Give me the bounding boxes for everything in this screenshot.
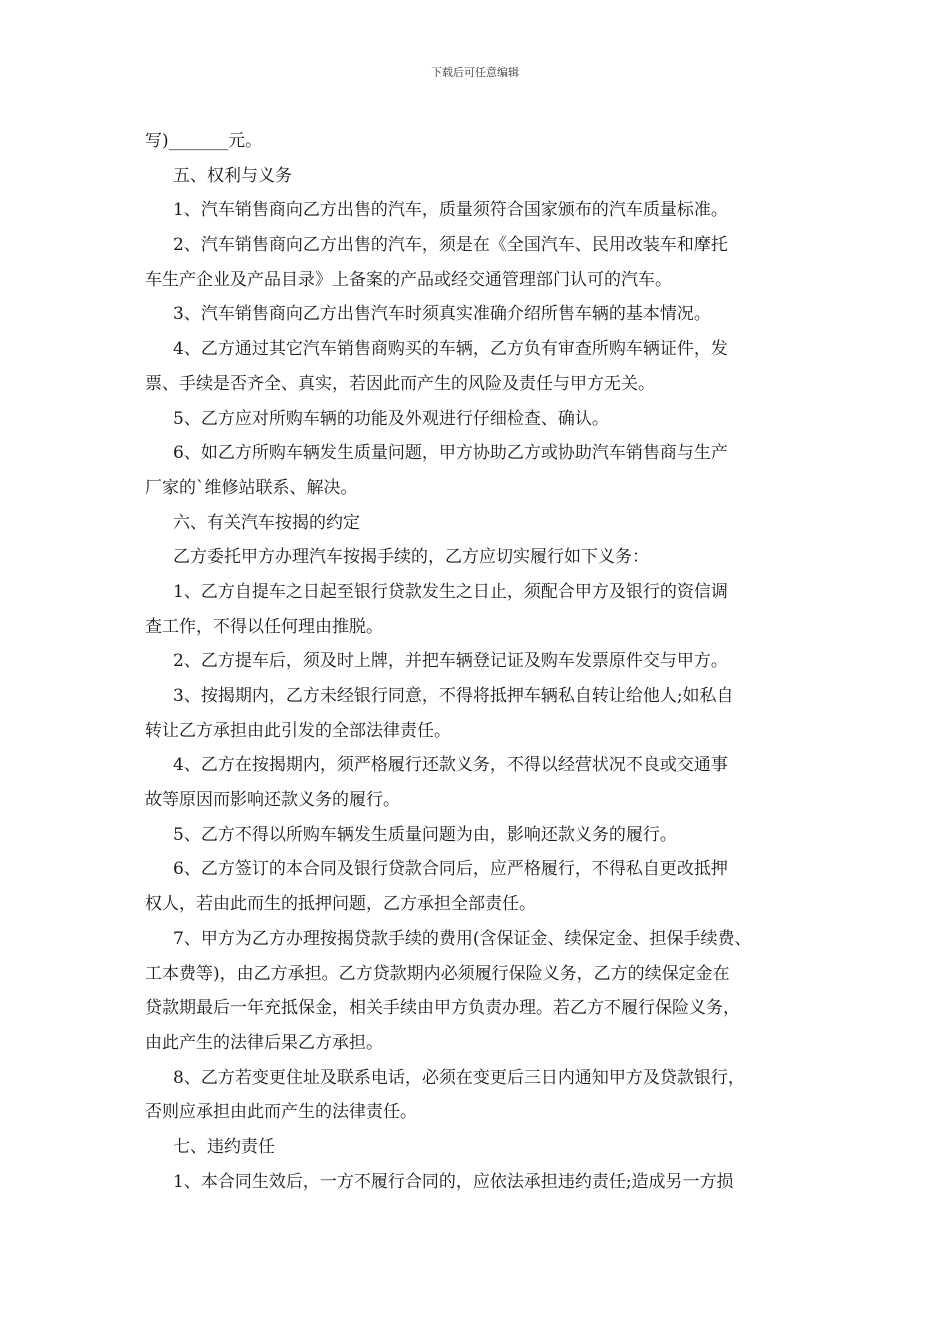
text-line: 查工作，不得以任何理由推脱。 — [145, 616, 383, 637]
text-line: 否则应承担由此而产生的法律责任。 — [145, 1102, 417, 1123]
text-line: 故等原因而影响还款义务的履行。 — [145, 790, 400, 811]
text-line: 由此产生的法律后果乙方承担。 — [145, 1032, 383, 1053]
text-line: 4、乙方在按揭期内，须严格履行还款义务，不得以经营状况不良或交通事 — [173, 755, 728, 776]
text-line: 1、本合同生效后，一方不履行合同的，应依法承担违约责任;造成另一方损 — [173, 1171, 734, 1192]
text-line: 7、甲方为乙方办理按揭贷款手续的费用(含保证金、续保定金、担保手续费、 — [173, 928, 752, 949]
text-line: 写)_______元。 — [145, 131, 263, 151]
text-line: 车生产企业及产品目录》上备案的产品或经交通管理部门认可的汽车。 — [145, 269, 672, 290]
text-line: 乙方委托甲方办理汽车按揭手续的，乙方应切实履行如下义务： — [173, 547, 649, 568]
text-line: 5、乙方应对所购车辆的功能及外观进行仔细检查、确认。 — [173, 408, 609, 429]
text-line: 厂家的`维修站联系、解决。 — [145, 477, 358, 498]
text-line: 6、如乙方所购车辆发生质量问题，甲方协助乙方或协助汽车销售商与生产 — [173, 443, 728, 464]
text-line: 4、乙方通过其它汽车销售商购买的车辆，乙方负有审查所购车辆证件，发 — [173, 339, 728, 360]
text-line: 工本费等)，由乙方承担。乙方贷款期内必须履行保险义务，乙方的续保定金在 — [145, 963, 730, 984]
text-line: 六、有关汽车按揭的约定 — [173, 512, 360, 533]
text-line: 8、乙方若变更住址及联系电话，必须在变更后三日内通知甲方及贷款银行， — [173, 1067, 745, 1088]
text-line: 权人，若由此而生的抵押问题，乙方承担全部责任。 — [145, 894, 536, 915]
text-line: 七、违约责任 — [173, 1136, 275, 1157]
text-line: 3、汽车销售商向乙方出售汽车时须真实准确介绍所售车辆的基本情况。 — [173, 304, 711, 325]
text-line: 2、乙方提车后，须及时上牌，并把车辆登记证及购车发票原件交与甲方。 — [173, 651, 728, 672]
text-line: 1、汽车销售商向乙方出售的汽车，质量须符合国家颁布的汽车质量标准。 — [173, 200, 728, 221]
page-header: 下载后可任意编辑 — [431, 66, 519, 79]
text-line: 贷款期最后一年充抵保金，相关手续由甲方负责办理。若乙方不履行保险义务， — [145, 998, 740, 1019]
text-line: 2、汽车销售商向乙方出售的汽车，须是在《全国汽车、民用改装车和摩托 — [173, 235, 728, 256]
text-line: 五、权利与义务 — [173, 165, 292, 186]
text-line: 票、手续是否齐全、真实，若因此而产生的风险及责任与甲方无关。 — [145, 373, 655, 394]
document-body — [145, 124, 815, 1199]
text-line: 5、乙方不得以所购车辆发生质量问题为由，影响还款义务的履行。 — [173, 824, 677, 845]
text-line: 3、按揭期内，乙方未经银行同意，不得将抵押车辆私自转让给他人;如私自 — [173, 686, 734, 706]
text-line: 6、乙方签订的本合同及银行贷款合同后，应严格履行，不得私自更改抵押 — [173, 859, 728, 880]
text-line: 转让乙方承担由此引发的全部法律责任。 — [145, 720, 451, 741]
text-line: 1、乙方自提车之日起至银行贷款发生之日止，须配合甲方及银行的资信调 — [173, 581, 728, 602]
